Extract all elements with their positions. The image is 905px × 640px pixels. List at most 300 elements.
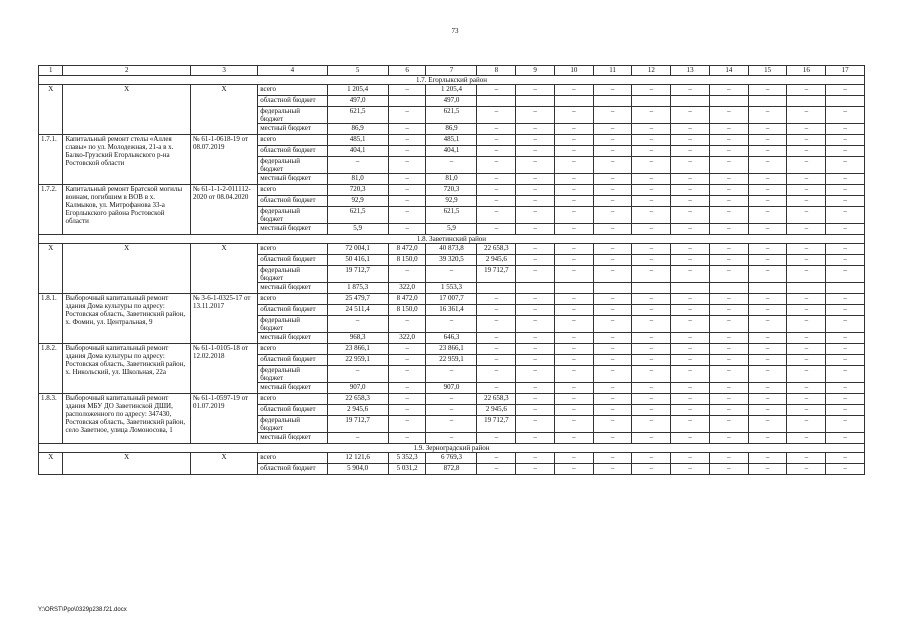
year-value-cell: – xyxy=(388,196,426,207)
budget-type-cell: всего xyxy=(258,85,327,96)
year-value-cell: – xyxy=(826,333,865,344)
year-value-cell: – xyxy=(516,255,555,266)
year-value-cell: – xyxy=(593,85,632,96)
item-name-cell: Капитальный ремонт Братской могилы воинам, погибшим в ВОВ в х. Калмыков, ул. Митрофанова 33-а Егорлыкского района Ростовской области xyxy=(63,185,190,235)
year-value-cell: 19 712,7 xyxy=(477,266,516,283)
year-value-cell: – xyxy=(516,107,555,124)
year-value-cell xyxy=(632,96,671,107)
year-value-cell: – xyxy=(787,255,826,266)
year-value-cell: – xyxy=(516,416,555,433)
year-value-cell: – xyxy=(516,224,555,235)
total-value-cell: 50 416,1 xyxy=(327,255,388,266)
year-value-cell: – xyxy=(593,174,632,185)
year-value-cell: – xyxy=(709,107,748,124)
year-value-cell: – xyxy=(787,355,826,366)
year-value-cell xyxy=(516,96,555,107)
year-value-cell: – xyxy=(632,85,671,96)
year-value-cell: 86,9 xyxy=(426,124,477,135)
year-value-cell: – xyxy=(516,146,555,157)
year-value-cell: – xyxy=(632,174,671,185)
year-value-cell: – xyxy=(477,157,516,174)
year-value-cell: – xyxy=(671,174,710,185)
year-value-cell: – xyxy=(709,366,748,383)
item-doc-cell: X xyxy=(190,244,257,294)
year-value-cell: – xyxy=(709,294,748,305)
year-value-cell: – xyxy=(593,383,632,394)
year-value-cell: – xyxy=(516,355,555,366)
year-value-cell: – xyxy=(748,224,787,235)
year-value-cell: – xyxy=(826,405,865,416)
section-title: 1.7. Егорлыкский район xyxy=(39,76,865,85)
year-value-cell: – xyxy=(787,185,826,196)
year-value-cell: – xyxy=(671,383,710,394)
year-value-cell: – xyxy=(709,344,748,355)
year-value-cell: – xyxy=(826,196,865,207)
year-value-cell: – xyxy=(632,244,671,255)
year-value-cell: – xyxy=(826,344,865,355)
year-value-cell: – xyxy=(826,355,865,366)
year-value-cell: – xyxy=(748,464,787,475)
year-value-cell: 5,9 xyxy=(426,224,477,235)
year-value-cell: – xyxy=(477,135,516,146)
year-value-cell: – xyxy=(787,174,826,185)
budget-type-cell: местный бюджет xyxy=(258,383,327,394)
year-value-cell: – xyxy=(826,124,865,135)
year-value-cell: – xyxy=(671,146,710,157)
budget-type-cell: местный бюджет xyxy=(258,283,327,294)
budget-row xyxy=(39,344,865,355)
total-value-cell: – xyxy=(327,316,388,333)
budget-type-cell: всего xyxy=(258,185,327,196)
year-value-cell: – xyxy=(748,207,787,224)
item-doc-cell: № 61-1-0618-19 от 08.07.2019 xyxy=(190,135,257,185)
year-value-cell: – xyxy=(787,416,826,433)
year-value-cell: – xyxy=(787,224,826,235)
year-value-cell: – xyxy=(554,344,593,355)
year-value-cell: – xyxy=(593,416,632,433)
year-value-cell: – xyxy=(748,196,787,207)
year-value-cell: – xyxy=(787,244,826,255)
total-value-cell: 24 511,4 xyxy=(327,305,388,316)
year-value-cell: – xyxy=(516,124,555,135)
total-value-cell: 2 945,6 xyxy=(327,405,388,416)
year-value-cell: – xyxy=(632,224,671,235)
year-value-cell: – xyxy=(826,464,865,475)
year-value-cell xyxy=(388,96,426,107)
year-value-cell: – xyxy=(388,405,426,416)
section-title: 1.8. Заветинский район xyxy=(39,235,865,244)
year-value-cell: – xyxy=(787,333,826,344)
year-value-cell xyxy=(593,96,632,107)
year-value-cell xyxy=(826,283,865,294)
year-value-cell: – xyxy=(632,366,671,383)
budget-type-cell: всего xyxy=(258,135,327,146)
year-value-cell: – xyxy=(477,383,516,394)
year-value-cell: – xyxy=(593,405,632,416)
year-value-cell: – xyxy=(477,433,516,444)
year-value-cell: – xyxy=(593,135,632,146)
year-value-cell: – xyxy=(554,207,593,224)
year-value-cell: – xyxy=(709,305,748,316)
year-value-cell: – xyxy=(709,394,748,405)
year-value-cell: – xyxy=(516,383,555,394)
budget-type-cell: федеральный бюджет xyxy=(258,366,327,383)
year-value-cell: – xyxy=(748,394,787,405)
year-value-cell: – xyxy=(554,135,593,146)
year-value-cell: – xyxy=(632,146,671,157)
year-value-cell: – xyxy=(709,383,748,394)
column-number-cell: 9 xyxy=(516,66,555,76)
year-value-cell: 485,1 xyxy=(426,135,477,146)
total-value-cell: 12 121,6 xyxy=(327,453,388,464)
year-value-cell: – xyxy=(554,355,593,366)
year-value-cell: – xyxy=(671,107,710,124)
year-value-cell: – xyxy=(554,366,593,383)
year-value-cell xyxy=(671,283,710,294)
year-value-cell: – xyxy=(516,333,555,344)
total-value-cell: 19 712,7 xyxy=(327,266,388,283)
year-value-cell: – xyxy=(554,196,593,207)
item-name-cell: Выборочный капитальный ремонт здания Дома культуры по адресу: Ростовская область, Заветинский район, х. Фомин, ул. Центральная, 9 xyxy=(63,294,190,344)
year-value-cell xyxy=(554,283,593,294)
year-value-cell: – xyxy=(477,316,516,333)
year-value-cell: – xyxy=(709,316,748,333)
year-value-cell: – xyxy=(709,416,748,433)
total-value-cell: – xyxy=(327,157,388,174)
year-value-cell: – xyxy=(477,146,516,157)
year-value-cell: – xyxy=(709,333,748,344)
year-value-cell: – xyxy=(632,207,671,224)
year-value-cell: – xyxy=(477,174,516,185)
year-value-cell: – xyxy=(787,107,826,124)
year-value-cell: 8 472,0 xyxy=(388,244,426,255)
budget-type-cell: областной бюджет xyxy=(258,305,327,316)
total-value-cell: 1 205,4 xyxy=(327,85,388,96)
year-value-cell xyxy=(477,283,516,294)
year-value-cell: – xyxy=(516,85,555,96)
year-value-cell: – xyxy=(632,266,671,283)
year-value-cell: – xyxy=(554,405,593,416)
year-value-cell xyxy=(632,283,671,294)
year-value-cell: – xyxy=(709,124,748,135)
year-value-cell: – xyxy=(632,124,671,135)
year-value-cell: – xyxy=(554,224,593,235)
year-value-cell xyxy=(787,96,826,107)
year-value-cell: – xyxy=(593,433,632,444)
item-number-cell: X xyxy=(39,244,63,294)
year-value-cell: – xyxy=(709,207,748,224)
year-value-cell: – xyxy=(554,255,593,266)
budget-type-cell: областной бюджет xyxy=(258,355,327,366)
year-value-cell: – xyxy=(554,174,593,185)
column-number-cell: 7 xyxy=(426,66,477,76)
year-value-cell: – xyxy=(554,416,593,433)
year-value-cell: – xyxy=(826,107,865,124)
year-value-cell: – xyxy=(593,207,632,224)
year-value-cell: – xyxy=(748,433,787,444)
year-value-cell: – xyxy=(477,464,516,475)
year-value-cell: – xyxy=(748,333,787,344)
budget-row xyxy=(39,185,865,196)
year-value-cell: – xyxy=(516,207,555,224)
year-value-cell: – xyxy=(748,135,787,146)
year-value-cell: – xyxy=(709,174,748,185)
column-number-cell: 12 xyxy=(632,66,671,76)
year-value-cell: 22 658,3 xyxy=(477,394,516,405)
year-value-cell: 646,3 xyxy=(426,333,477,344)
year-value-cell: – xyxy=(388,174,426,185)
budget-type-cell: всего xyxy=(258,344,327,355)
year-value-cell: – xyxy=(516,196,555,207)
year-value-cell: 22 959,1 xyxy=(426,355,477,366)
year-value-cell: – xyxy=(748,185,787,196)
year-value-cell: – xyxy=(388,124,426,135)
year-value-cell: – xyxy=(554,394,593,405)
year-value-cell: – xyxy=(388,266,426,283)
year-value-cell xyxy=(516,283,555,294)
year-value-cell: – xyxy=(477,124,516,135)
budget-row xyxy=(39,453,865,464)
item-doc-cell: X xyxy=(190,453,257,475)
item-number-cell: X xyxy=(39,85,63,135)
year-value-cell: – xyxy=(671,185,710,196)
year-value-cell: – xyxy=(477,355,516,366)
year-value-cell: – xyxy=(554,316,593,333)
total-value-cell: 404,1 xyxy=(327,146,388,157)
year-value-cell: – xyxy=(787,85,826,96)
year-value-cell: – xyxy=(516,464,555,475)
year-value-cell xyxy=(554,96,593,107)
year-value-cell: – xyxy=(593,294,632,305)
year-value-cell: – xyxy=(787,383,826,394)
year-value-cell: – xyxy=(787,464,826,475)
total-value-cell: 23 866,1 xyxy=(327,344,388,355)
year-value-cell: – xyxy=(426,157,477,174)
year-value-cell: – xyxy=(787,146,826,157)
year-value-cell: – xyxy=(593,316,632,333)
year-value-cell: – xyxy=(388,224,426,235)
year-value-cell: – xyxy=(787,207,826,224)
year-value-cell: – xyxy=(593,146,632,157)
year-value-cell: – xyxy=(709,405,748,416)
year-value-cell: – xyxy=(826,185,865,196)
year-value-cell: 621,5 xyxy=(426,107,477,124)
year-value-cell: – xyxy=(554,146,593,157)
budget-type-cell: областной бюджет xyxy=(258,146,327,157)
year-value-cell: 17 007,7 xyxy=(426,294,477,305)
budget-type-cell: местный бюджет xyxy=(258,124,327,135)
budget-row xyxy=(39,294,865,305)
year-value-cell: – xyxy=(593,185,632,196)
year-value-cell: – xyxy=(426,316,477,333)
year-value-cell: – xyxy=(554,453,593,464)
year-value-cell: – xyxy=(516,157,555,174)
year-value-cell: – xyxy=(787,157,826,174)
year-value-cell: – xyxy=(632,255,671,266)
year-value-cell: – xyxy=(516,453,555,464)
year-value-cell: 621,5 xyxy=(426,207,477,224)
total-value-cell: 621,5 xyxy=(327,107,388,124)
year-value-cell: – xyxy=(787,316,826,333)
year-value-cell: – xyxy=(426,266,477,283)
year-value-cell: – xyxy=(593,224,632,235)
item-name-cell: Капитальный ремонт стелы «Аллея славы» по ул. Молодежная, 21-а в х. Балко-Грузский Егорлыкского р-на Ростовской области xyxy=(63,135,190,185)
year-value-cell: 23 866,1 xyxy=(426,344,477,355)
year-value-cell: – xyxy=(748,255,787,266)
column-number-cell: 6 xyxy=(388,66,426,76)
year-value-cell: – xyxy=(426,433,477,444)
year-value-cell: – xyxy=(632,355,671,366)
year-value-cell: – xyxy=(787,366,826,383)
year-value-cell: – xyxy=(787,305,826,316)
year-value-cell: – xyxy=(593,464,632,475)
budget-row xyxy=(39,85,865,96)
year-value-cell: – xyxy=(554,157,593,174)
year-value-cell: – xyxy=(671,405,710,416)
column-number-cell: 4 xyxy=(258,66,327,76)
year-value-cell: – xyxy=(632,107,671,124)
year-value-cell xyxy=(593,283,632,294)
item-number-cell: 1.8.2. xyxy=(39,344,63,394)
year-value-cell: – xyxy=(787,124,826,135)
year-value-cell: – xyxy=(593,244,632,255)
year-value-cell: – xyxy=(632,383,671,394)
year-value-cell: – xyxy=(787,135,826,146)
total-value-cell: 907,0 xyxy=(327,383,388,394)
year-value-cell: – xyxy=(826,394,865,405)
year-value-cell: – xyxy=(477,305,516,316)
year-value-cell: – xyxy=(748,453,787,464)
year-value-cell: – xyxy=(671,305,710,316)
total-value-cell: – xyxy=(327,433,388,444)
year-value-cell: – xyxy=(593,255,632,266)
year-value-cell: – xyxy=(516,344,555,355)
year-value-cell: – xyxy=(787,344,826,355)
year-value-cell: – xyxy=(671,207,710,224)
year-value-cell: – xyxy=(671,394,710,405)
year-value-cell: 1 205,4 xyxy=(426,85,477,96)
year-value-cell: – xyxy=(632,294,671,305)
year-value-cell: – xyxy=(477,294,516,305)
budget-type-cell: федеральный бюджет xyxy=(258,416,327,433)
year-value-cell: – xyxy=(477,344,516,355)
year-value-cell: – xyxy=(826,316,865,333)
item-number-cell: 1.7.2. xyxy=(39,185,63,235)
year-value-cell: – xyxy=(388,146,426,157)
item-name-cell: Выборочный капитальный ремонт здания МБУ ДО Заветинской ДШИ, расположенного по адресу: 347430, Ростовская область, Заветинский район, село Заветное, улица Ломоносова, 1 xyxy=(63,394,190,444)
year-value-cell: – xyxy=(671,344,710,355)
year-value-cell: – xyxy=(826,207,865,224)
year-value-cell: 8 150,0 xyxy=(388,305,426,316)
year-value-cell: – xyxy=(388,135,426,146)
year-value-cell: – xyxy=(709,453,748,464)
year-value-cell: – xyxy=(826,135,865,146)
section-title-row xyxy=(39,235,865,244)
year-value-cell: – xyxy=(632,196,671,207)
budget-row xyxy=(39,394,865,405)
year-value-cell: – xyxy=(748,107,787,124)
column-number-cell: 16 xyxy=(787,66,826,76)
year-value-cell: – xyxy=(388,355,426,366)
year-value-cell: – xyxy=(709,146,748,157)
year-value-cell: – xyxy=(554,124,593,135)
year-value-cell: – xyxy=(671,416,710,433)
year-value-cell: – xyxy=(388,433,426,444)
column-number-cell: 17 xyxy=(826,66,865,76)
year-value-cell: 5 352,3 xyxy=(388,453,426,464)
column-number-row xyxy=(39,66,865,76)
budget-table xyxy=(38,65,865,475)
year-value-cell: 8 472,0 xyxy=(388,294,426,305)
year-value-cell: – xyxy=(477,207,516,224)
year-value-cell: – xyxy=(671,224,710,235)
budget-row xyxy=(39,135,865,146)
year-value-cell: – xyxy=(748,355,787,366)
year-value-cell: – xyxy=(516,185,555,196)
year-value-cell: – xyxy=(516,174,555,185)
year-value-cell: – xyxy=(593,124,632,135)
year-value-cell: – xyxy=(554,305,593,316)
year-value-cell: – xyxy=(593,344,632,355)
year-value-cell: – xyxy=(593,266,632,283)
year-value-cell: – xyxy=(632,453,671,464)
year-value-cell: 16 361,4 xyxy=(426,305,477,316)
year-value-cell: – xyxy=(593,107,632,124)
year-value-cell: – xyxy=(748,244,787,255)
column-number-cell: 1 xyxy=(39,66,63,76)
year-value-cell: – xyxy=(748,124,787,135)
item-doc-cell: № 61-1-1-2-011112-2020 от 08.04.2020 xyxy=(190,185,257,235)
year-value-cell: – xyxy=(632,464,671,475)
year-value-cell: – xyxy=(632,316,671,333)
year-value-cell: – xyxy=(671,124,710,135)
item-name-cell: X xyxy=(63,244,190,294)
year-value-cell: – xyxy=(671,294,710,305)
column-number-cell: 3 xyxy=(190,66,257,76)
year-value-cell: – xyxy=(593,394,632,405)
year-value-cell: – xyxy=(554,383,593,394)
year-value-cell: – xyxy=(748,344,787,355)
year-value-cell: – xyxy=(388,394,426,405)
year-value-cell: – xyxy=(748,405,787,416)
budget-type-cell: областной бюджет xyxy=(258,464,327,475)
total-value-cell: 968,3 xyxy=(327,333,388,344)
year-value-cell: – xyxy=(477,453,516,464)
year-value-cell: – xyxy=(516,405,555,416)
year-value-cell: – xyxy=(787,453,826,464)
year-value-cell: 497,0 xyxy=(426,96,477,107)
year-value-cell: – xyxy=(709,464,748,475)
year-value-cell: – xyxy=(632,394,671,405)
budget-type-cell: федеральный бюджет xyxy=(258,157,327,174)
year-value-cell: 22 658,3 xyxy=(477,244,516,255)
file-path-footer: Y:\ORST\Ppo\0329p238.f21.docx xyxy=(38,607,127,613)
year-value-cell xyxy=(787,283,826,294)
year-value-cell: – xyxy=(632,344,671,355)
year-value-cell: – xyxy=(477,196,516,207)
year-value-cell: – xyxy=(516,366,555,383)
year-value-cell: – xyxy=(388,416,426,433)
year-value-cell: – xyxy=(388,157,426,174)
item-name-cell: X xyxy=(63,85,190,135)
year-value-cell: – xyxy=(593,333,632,344)
year-value-cell: 2 945,6 xyxy=(477,255,516,266)
year-value-cell: – xyxy=(477,224,516,235)
total-value-cell: 5,9 xyxy=(327,224,388,235)
column-number-cell: 2 xyxy=(63,66,190,76)
year-value-cell: 5 031,2 xyxy=(388,464,426,475)
year-value-cell: – xyxy=(593,305,632,316)
